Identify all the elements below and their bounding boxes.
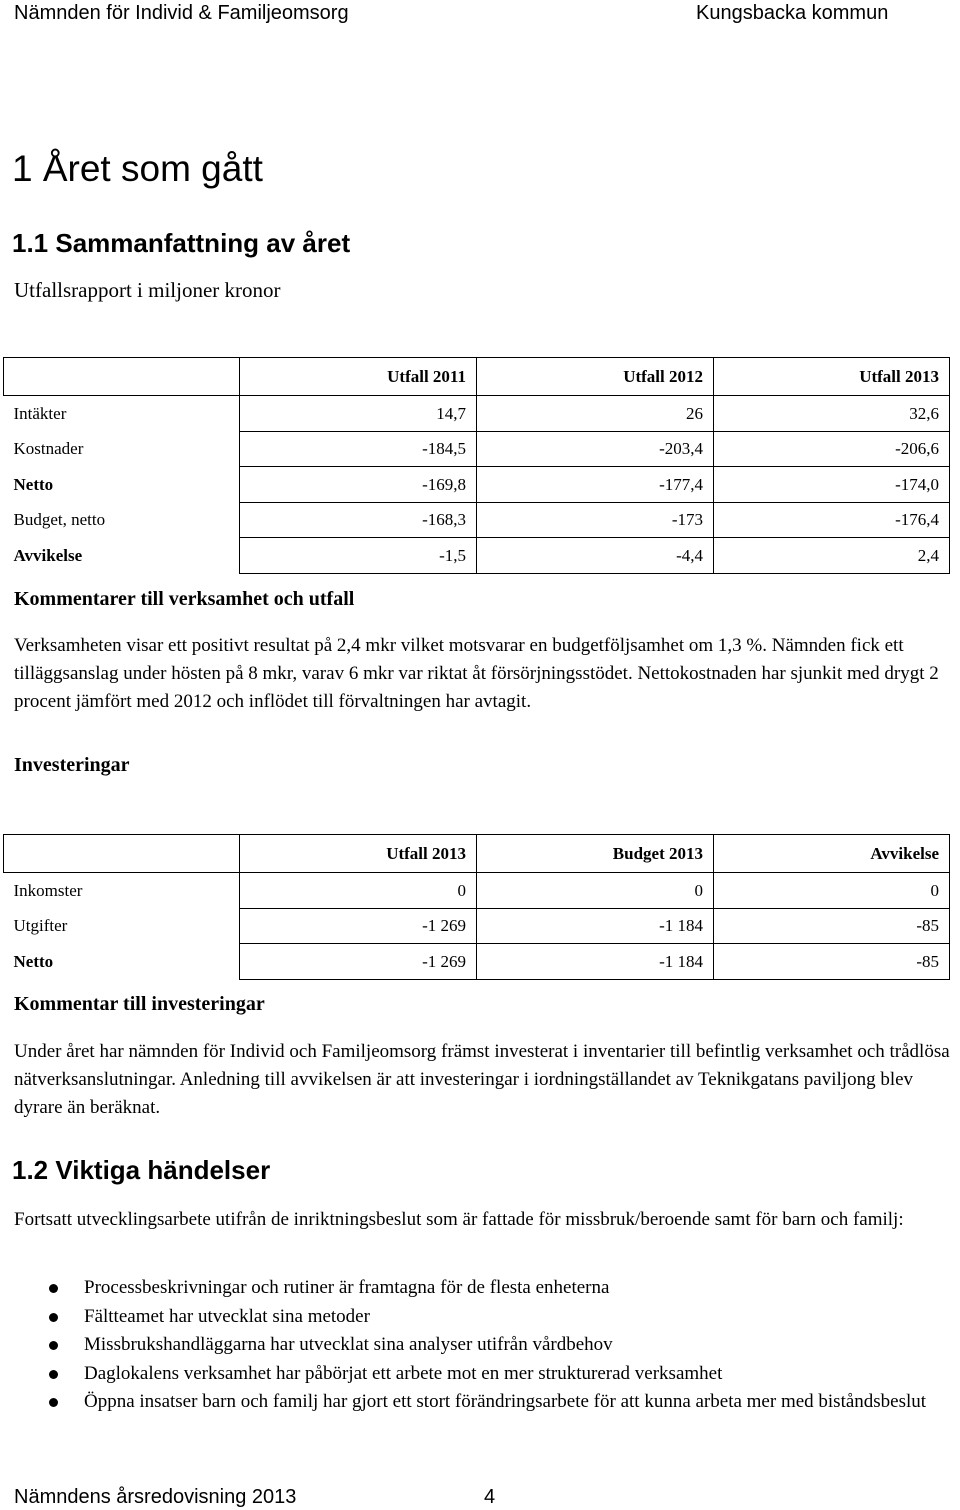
table-cell: -174,0 [714,467,950,503]
column-header: Utfall 2012 [477,358,714,396]
table-cell: -168,3 [240,503,477,538]
row-label: Netto [13,474,54,494]
table-cell: -85 [714,909,950,944]
footer-title: Nämndens årsredovisning 2013 [14,1486,297,1508]
report-title: Utfallsrapport i miljoner kronor [14,278,281,302]
list-item [0,1274,940,1303]
table-cell: -85 [714,944,950,980]
row-label: Inkomster [13,880,83,900]
row-label: Avvikelse [13,545,83,565]
column-header: Avvikelse [714,835,950,873]
list-item [0,1303,940,1332]
table-cell: -203,4 [477,432,714,467]
bullet-icon [49,1370,58,1379]
table-row [4,944,950,980]
table-row [4,432,950,467]
outcome-table [3,357,950,574]
table-cell: -1 269 [240,944,477,980]
table-row [4,909,950,944]
row-label: Kostnader [13,439,84,458]
table-cell: -184,5 [240,432,477,467]
comments-heading: Kommentarer till verksamhet och utfall [14,588,355,610]
table-cell: -169,8 [240,467,477,503]
table-cell: 2,4 [714,538,950,574]
table-cell: 32,6 [714,396,950,432]
header-organization: Nämnden för Individ & Familjeomsorg [14,2,349,24]
table-cell: -177,4 [477,467,714,503]
investments-heading: Investeringar [14,754,130,776]
investment-table [3,834,950,980]
list-item-text: Öppna insatser barn och familj har gjort ett stort förändringsarbete för att kunna arbeta mer med biståndsbeslut [84,1391,927,1412]
bullet-icon [49,1398,58,1407]
table-header-blank [4,358,240,396]
table-cell: -173 [477,503,714,538]
table-cell: -4,4 [477,538,714,574]
page-number: 4 [484,1486,496,1508]
table-row [4,503,950,538]
bullet-icon [49,1313,58,1322]
list-item-text: Fältteamet har utvecklat sina metoder [84,1305,370,1327]
list-item-text: Missbrukshandläggarna har utvecklat sina analyser utifrån vårdbehov [84,1334,613,1355]
row-label: Netto [13,951,54,971]
events-intro-paragraph: Fortsatt utvecklingsarbete utifrån de inriktningsbeslut som är fattade för missbruk/beroende samt för barn och familj: [14,1209,904,1230]
table-cell: 26 [477,396,714,432]
table-cell: -1 184 [477,909,714,944]
events-list [0,1274,940,1417]
row-label: Intäkter [13,403,67,423]
investment-comment-heading: Kommentar till investeringar [14,993,265,1015]
bullet-icon [49,1341,58,1350]
section-heading-events: 1.2 Viktiga händelser [12,1155,271,1185]
page-title: 1 Året som gått [12,148,263,189]
table-cell: 0 [240,873,477,909]
table-header-row [4,835,950,873]
column-header: Utfall 2013 [714,358,950,396]
column-header: Utfall 2013 [240,835,477,873]
list-item [0,1388,940,1417]
table-row [4,538,950,574]
row-label: Budget, netto [13,510,106,529]
table-cell: -1 184 [477,944,714,980]
list-item-text: Processbeskrivningar och rutiner är framtagna för de flesta enheterna [84,1277,610,1298]
column-header: Budget 2013 [477,835,714,873]
table-row [4,467,950,503]
table-cell: -1,5 [240,538,477,574]
investment-comment-paragraph: Under året har nämnden för Individ och Familjeomsorg främst investerat i inventarier till befintlig verksamhet och trådlösa nätverksanslutningar. Anledning till avvikelsen är att investeringar i iordningställandet av Teknikgatans paviljong blev dyrare än beräknat. [14,1041,950,1118]
list-item [0,1331,940,1360]
table-cell: 14,7 [240,396,477,432]
bullet-icon [49,1284,58,1293]
table-header-row [4,358,950,396]
list-item-text: Daglokalens verksamhet har påbörjat ett arbete mot en mer strukturerad verksamhet [84,1362,723,1384]
comments-paragraph: Verksamheten visar ett positivt resultat på 2,4 mkr vilket motsvarar en budgetföljsamhet om 1,3 %. Nämnden fick ett tilläggsanslag under hösten på 8 mkr, varav 6 mkr var riktat åt försörjningsstödet. Nettokostnaden har sjunkit med drygt 2 procent jämfört med 2012 och inflödet till förvaltningen har avtagit. [14,635,939,712]
column-header: Utfall 2011 [240,358,477,396]
table-cell: 0 [714,873,950,909]
table-cell: -176,4 [714,503,950,538]
table-cell: 0 [477,873,714,909]
table-header-blank [4,835,240,873]
table-row [4,873,950,909]
header-municipality: Kungsbacka kommun [696,2,889,24]
table-cell: -1 269 [240,909,477,944]
list-item [0,1360,940,1389]
section-heading-summary: 1.1 Sammanfattning av året [12,228,351,258]
table-cell: -206,6 [714,432,950,467]
row-label: Utgifter [13,916,68,935]
table-row [4,396,950,432]
